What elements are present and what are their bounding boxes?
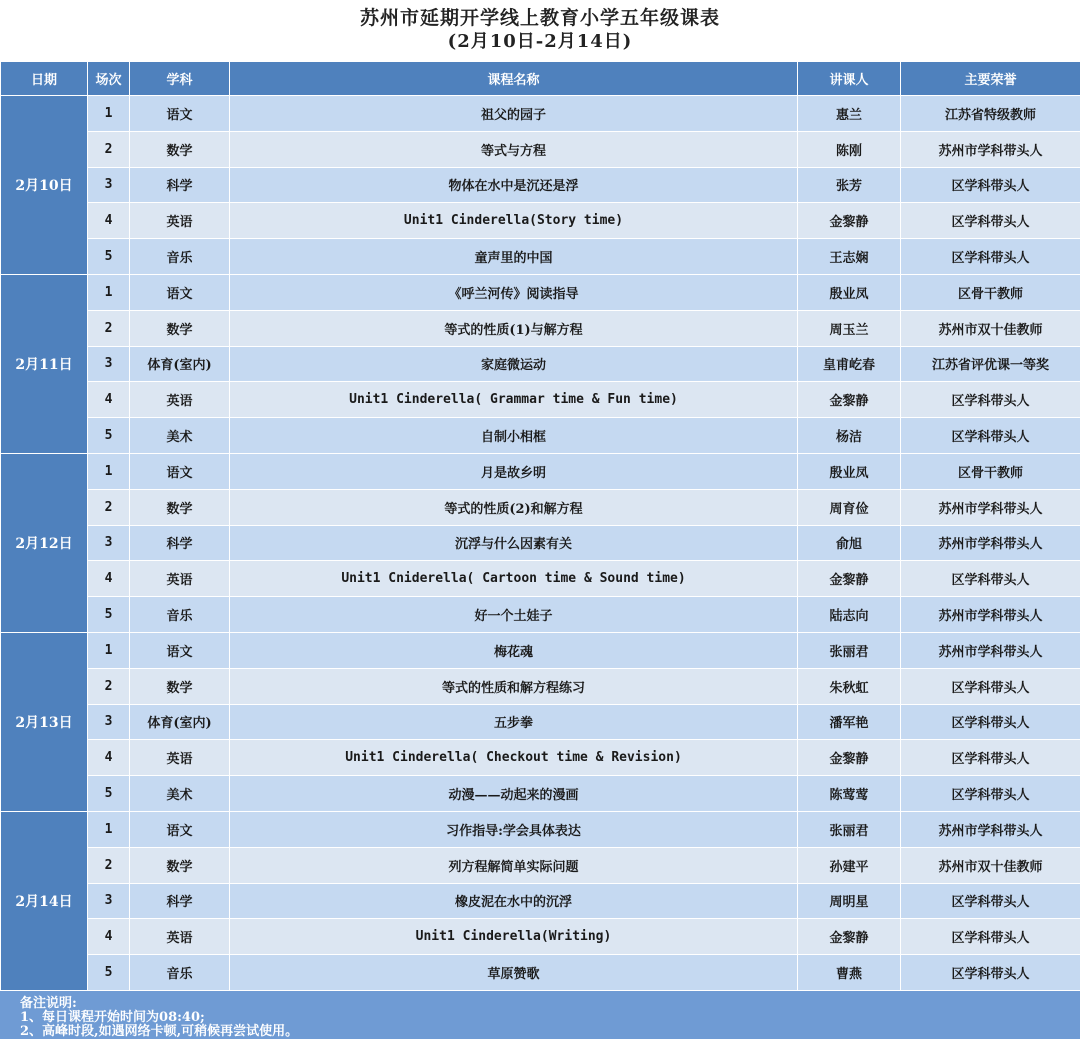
session-cell: 2: [88, 847, 130, 883]
session-cell: 2: [88, 489, 130, 525]
teacher-cell: 张丽君: [798, 811, 901, 847]
honor-cell: 区学科带头人: [901, 418, 1080, 454]
subject-cell: 数学: [130, 847, 230, 883]
course-cell: 梅花魂: [230, 632, 798, 668]
teacher-cell: 潘军艳: [798, 704, 901, 740]
course-cell: 等式与方程: [230, 131, 798, 167]
course-cell: 等式的性质和解方程练习: [230, 668, 798, 704]
honor-cell: 区骨干教师: [901, 274, 1080, 310]
teacher-cell: 惠兰: [798, 96, 901, 132]
date-cell: 2月14日: [1, 811, 88, 990]
table-row: [1, 955, 1080, 991]
course-cell: 童声里的中国: [230, 239, 798, 275]
subject-cell: 体育(室内): [130, 704, 230, 740]
session-cell: 4: [88, 382, 130, 418]
subject-cell: 英语: [130, 382, 230, 418]
table-header-row: [1, 62, 1080, 96]
course-cell: 物体在水中是沉还是浮: [230, 167, 798, 203]
session-cell: 4: [88, 203, 130, 239]
teacher-cell: 孙建平: [798, 847, 901, 883]
subject-cell: 数学: [130, 489, 230, 525]
table-row: [1, 919, 1080, 955]
teacher-cell: 周明星: [798, 883, 901, 919]
table-row: [1, 776, 1080, 812]
session-cell: 2: [88, 310, 130, 346]
session-cell: 3: [88, 167, 130, 203]
honor-cell: 苏州市学科带头人: [901, 489, 1080, 525]
course-cell: 家庭微运动: [230, 346, 798, 382]
subject-cell: 语文: [130, 96, 230, 132]
subject-cell: 英语: [130, 561, 230, 597]
session-cell: 1: [88, 96, 130, 132]
schedule-table: [0, 61, 1080, 991]
session-cell: 1: [88, 453, 130, 489]
schedule-title-block: [0, 0, 1080, 61]
subject-cell: 英语: [130, 740, 230, 776]
course-cell: 列方程解简单实际问题: [230, 847, 798, 883]
session-cell: 4: [88, 740, 130, 776]
table-row: [1, 561, 1080, 597]
table-row: [1, 310, 1080, 346]
course-cell: 沉浮与什么因素有关: [230, 525, 798, 561]
date-cell: 2月11日: [1, 274, 88, 453]
subject-cell: 科学: [130, 525, 230, 561]
honor-cell: 区学科带头人: [901, 239, 1080, 275]
course-cell: Unit1 Cinderella(Story time): [230, 203, 798, 239]
table-row: [1, 453, 1080, 489]
table-row: [1, 811, 1080, 847]
honor-cell: 区学科带头人: [901, 167, 1080, 203]
session-cell: 5: [88, 418, 130, 454]
course-cell: 五步拳: [230, 704, 798, 740]
course-cell: Unit1 Cinderella( Checkout time & Revision): [230, 740, 798, 776]
course-cell: 自制小相框: [230, 418, 798, 454]
honor-cell: 区学科带头人: [901, 203, 1080, 239]
teacher-cell: 皇甫屹春: [798, 346, 901, 382]
honor-cell: 区学科带头人: [901, 740, 1080, 776]
schedule-body: [1, 96, 1080, 991]
subject-cell: 美术: [130, 776, 230, 812]
subject-cell: 音乐: [130, 955, 230, 991]
honor-cell: 区学科带头人: [901, 955, 1080, 991]
session-cell: 3: [88, 704, 130, 740]
table-row: [1, 704, 1080, 740]
session-cell: 3: [88, 346, 130, 382]
subject-cell: 音乐: [130, 239, 230, 275]
column-header-teacher: 讲课人: [798, 62, 901, 96]
teacher-cell: 金黎静: [798, 740, 901, 776]
table-row: [1, 239, 1080, 275]
session-cell: 2: [88, 668, 130, 704]
session-cell: 4: [88, 561, 130, 597]
honor-cell: 苏州市学科带头人: [901, 525, 1080, 561]
teacher-cell: 金黎静: [798, 919, 901, 955]
honor-cell: 区学科带头人: [901, 704, 1080, 740]
teacher-cell: 朱秋虹: [798, 668, 901, 704]
table-row: [1, 203, 1080, 239]
subject-cell: 美术: [130, 418, 230, 454]
honor-cell: 区骨干教师: [901, 453, 1080, 489]
honor-cell: 区学科带头人: [901, 883, 1080, 919]
session-cell: 3: [88, 883, 130, 919]
column-header-course: 课程名称: [230, 62, 798, 96]
notes-block: [0, 991, 1080, 1039]
notes-line: 2、高峰时段,如遇网络卡顿,可稍候再尝试使用。: [20, 1023, 299, 1039]
honor-cell: 区学科带头人: [901, 919, 1080, 955]
teacher-cell: 王志娴: [798, 239, 901, 275]
honor-cell: 苏州市学科带头人: [901, 597, 1080, 633]
notes-line: 1、每日课程开始时间为08:40;: [20, 1009, 205, 1025]
table-row: [1, 847, 1080, 883]
table-row: [1, 131, 1080, 167]
subject-cell: 英语: [130, 919, 230, 955]
table-row: [1, 632, 1080, 668]
page-subtitle: (2月10日-2月14日): [447, 31, 633, 52]
course-cell: 《呼兰河传》阅读指导: [230, 274, 798, 310]
subject-cell: 音乐: [130, 597, 230, 633]
course-cell: 习作指导:学会具体表达: [230, 811, 798, 847]
session-cell: 3: [88, 525, 130, 561]
honor-cell: 苏州市学科带头人: [901, 632, 1080, 668]
date-cell: 2月10日: [1, 96, 88, 275]
course-cell: 月是故乡明: [230, 453, 798, 489]
table-row: [1, 418, 1080, 454]
subject-cell: 语文: [130, 632, 230, 668]
table-row: [1, 668, 1080, 704]
subject-cell: 英语: [130, 203, 230, 239]
table-row: [1, 883, 1080, 919]
honor-cell: 苏州市学科带头人: [901, 811, 1080, 847]
course-cell: Unit1 Cniderella( Cartoon time & Sound time): [230, 561, 798, 597]
session-cell: 1: [88, 811, 130, 847]
course-cell: 祖父的园子: [230, 96, 798, 132]
teacher-cell: 周玉兰: [798, 310, 901, 346]
teacher-cell: 殷业凤: [798, 453, 901, 489]
table-row: [1, 96, 1080, 132]
session-cell: 5: [88, 776, 130, 812]
table-row: [1, 167, 1080, 203]
honor-cell: 区学科带头人: [901, 561, 1080, 597]
teacher-cell: 张芳: [798, 167, 901, 203]
course-cell: Unit1 Cinderella( Grammar time & Fun time): [230, 382, 798, 418]
teacher-cell: 金黎静: [798, 203, 901, 239]
honor-cell: 苏州市双十佳教师: [901, 847, 1080, 883]
subject-cell: 科学: [130, 883, 230, 919]
subject-cell: 数学: [130, 668, 230, 704]
honor-cell: 江苏省评优课一等奖: [901, 346, 1080, 382]
date-cell: 2月12日: [1, 453, 88, 632]
session-cell: 5: [88, 955, 130, 991]
teacher-cell: 金黎静: [798, 382, 901, 418]
column-header-session: 场次: [88, 62, 130, 96]
course-cell: 好一个土娃子: [230, 597, 798, 633]
table-row: [1, 525, 1080, 561]
notes-heading: 备注说明:: [20, 995, 77, 1011]
table-row: [1, 274, 1080, 310]
course-cell: 橡皮泥在水中的沉浮: [230, 883, 798, 919]
page-title: 苏州市延期开学线上教育小学五年级课表: [359, 7, 720, 29]
honor-cell: 江苏省特级教师: [901, 96, 1080, 132]
session-cell: 2: [88, 131, 130, 167]
honor-cell: 区学科带头人: [901, 776, 1080, 812]
teacher-cell: 殷业凤: [798, 274, 901, 310]
subject-cell: 科学: [130, 167, 230, 203]
teacher-cell: 周育俭: [798, 489, 901, 525]
subject-cell: 体育(室内): [130, 346, 230, 382]
session-cell: 5: [88, 597, 130, 633]
subject-cell: 语文: [130, 274, 230, 310]
teacher-cell: 曹燕: [798, 955, 901, 991]
course-cell: 等式的性质(2)和解方程: [230, 489, 798, 525]
session-cell: 1: [88, 274, 130, 310]
teacher-cell: 金黎静: [798, 561, 901, 597]
honor-cell: 苏州市学科带头人: [901, 131, 1080, 167]
subject-cell: 数学: [130, 131, 230, 167]
column-header-subject: 学科: [130, 62, 230, 96]
table-row: [1, 346, 1080, 382]
subject-cell: 语文: [130, 811, 230, 847]
date-cell: 2月13日: [1, 632, 88, 811]
course-cell: 草原赞歌: [230, 955, 798, 991]
column-header-honor: 主要荣誉: [901, 62, 1080, 96]
course-cell: Unit1 Cinderella(Writing): [230, 919, 798, 955]
course-cell: 动漫——动起来的漫画: [230, 776, 798, 812]
honor-cell: 苏州市双十佳教师: [901, 310, 1080, 346]
session-cell: 5: [88, 239, 130, 275]
subject-cell: 数学: [130, 310, 230, 346]
honor-cell: 区学科带头人: [901, 382, 1080, 418]
column-header-date: 日期: [1, 62, 88, 96]
honor-cell: 区学科带头人: [901, 668, 1080, 704]
course-cell: 等式的性质(1)与解方程: [230, 310, 798, 346]
teacher-cell: 杨洁: [798, 418, 901, 454]
teacher-cell: 陈刚: [798, 131, 901, 167]
table-row: [1, 382, 1080, 418]
session-cell: 4: [88, 919, 130, 955]
table-row: [1, 597, 1080, 633]
teacher-cell: 陈莺莺: [798, 776, 901, 812]
teacher-cell: 俞旭: [798, 525, 901, 561]
session-cell: 1: [88, 632, 130, 668]
table-row: [1, 740, 1080, 776]
subject-cell: 语文: [130, 453, 230, 489]
teacher-cell: 张丽君: [798, 632, 901, 668]
teacher-cell: 陆志向: [798, 597, 901, 633]
table-row: [1, 489, 1080, 525]
